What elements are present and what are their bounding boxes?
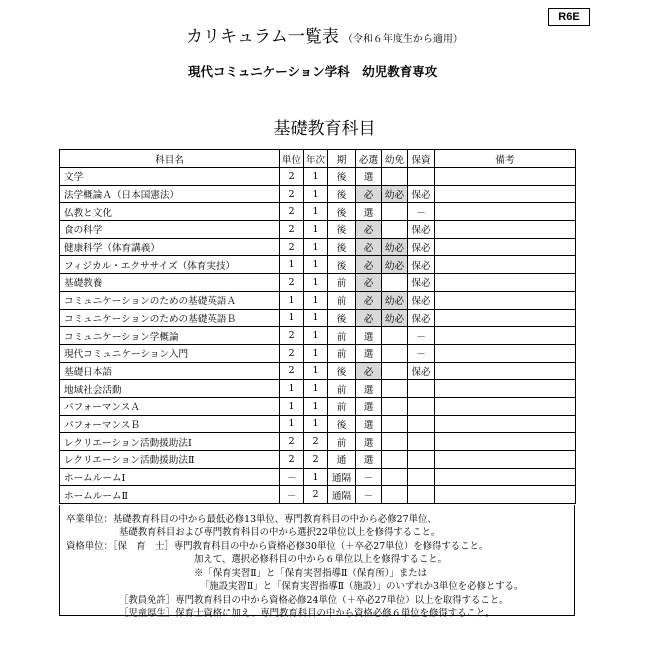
cell-remarks bbox=[435, 221, 576, 239]
cell-nursery-qualification: 保必 bbox=[408, 362, 435, 380]
table-row bbox=[60, 327, 576, 345]
table-row bbox=[60, 380, 576, 398]
table-row bbox=[60, 168, 576, 186]
cell-year: 1 bbox=[304, 327, 328, 345]
table-row bbox=[60, 309, 576, 327]
cell-subject-name: 健康科学（体育講義） bbox=[60, 238, 280, 256]
cell-units: 1 bbox=[280, 380, 304, 398]
column-header-remarks: 備考 bbox=[435, 150, 576, 168]
cell-kindergarten-license bbox=[382, 203, 408, 221]
cell-units: 1 bbox=[280, 291, 304, 309]
cell-remarks bbox=[435, 309, 576, 327]
cell-required: 選 bbox=[356, 344, 382, 362]
note-line: ［児童厚生］保育士資格に加え、専門教育科目の中から資格必修６単位を修得すること。 bbox=[119, 608, 495, 619]
cell-kindergarten-license bbox=[382, 327, 408, 345]
cell-year: 1 bbox=[304, 256, 328, 274]
note-line: ［教員免許］専門教育科目の中から資格必修24単位（＋卒必27単位）以上を取得すること。 bbox=[119, 595, 509, 606]
note-line: 「施設実習Ⅱ」と「保育実習指導Ⅱ（施設）」のいずれか3単位を必修とする。 bbox=[200, 581, 524, 592]
cell-required: － bbox=[356, 486, 382, 504]
cell-nursery-qualification bbox=[408, 433, 435, 451]
cell-units: 2 bbox=[280, 433, 304, 451]
cell-subject-name: 基礎教養 bbox=[60, 274, 280, 292]
curriculum-table bbox=[59, 149, 576, 504]
cell-kindergarten-license bbox=[382, 362, 408, 380]
cell-term: 後 bbox=[328, 362, 356, 380]
cell-required: 選 bbox=[356, 415, 382, 433]
section-heading: 基礎教育科目 bbox=[273, 119, 376, 139]
cell-subject-name: コミュニケーションのための基礎英語Ａ bbox=[60, 291, 280, 309]
table-row bbox=[60, 397, 576, 415]
cell-units: 2 bbox=[280, 185, 304, 203]
cell-term: 通 bbox=[328, 451, 356, 469]
cell-year: 1 bbox=[304, 380, 328, 398]
cell-subject-name: 現代コミュニケーション入門 bbox=[60, 344, 280, 362]
cell-year: 1 bbox=[304, 362, 328, 380]
cell-nursery-qualification: 保必 bbox=[408, 309, 435, 327]
cell-required: 必 bbox=[356, 274, 382, 292]
cell-subject-name: レクリエーション活動援助法Ⅰ bbox=[60, 433, 280, 451]
cell-kindergarten-license: 幼必 bbox=[382, 309, 408, 327]
cell-kindergarten-license bbox=[382, 344, 408, 362]
cell-nursery-qualification: 保必 bbox=[408, 221, 435, 239]
cell-remarks bbox=[435, 362, 576, 380]
department-subtitle: 現代コミュニケーション学科 幼児教育専攻 bbox=[188, 64, 438, 79]
cell-remarks bbox=[435, 291, 576, 309]
cell-year: 2 bbox=[304, 433, 328, 451]
table-row bbox=[60, 362, 576, 380]
cell-remarks bbox=[435, 344, 576, 362]
cell-kindergarten-license bbox=[382, 274, 408, 292]
cell-remarks bbox=[435, 415, 576, 433]
table-row bbox=[60, 238, 576, 256]
cell-subject-name: 文学 bbox=[60, 168, 280, 186]
cell-term: 後 bbox=[328, 221, 356, 239]
cell-remarks bbox=[435, 468, 576, 486]
cell-nursery-qualification: － bbox=[408, 327, 435, 345]
cell-nursery-qualification bbox=[408, 468, 435, 486]
cell-kindergarten-license: 幼必 bbox=[382, 238, 408, 256]
table-row bbox=[60, 256, 576, 274]
column-header-name: 科目名 bbox=[60, 150, 280, 168]
note-line: 加えて、選択必修科目の中から６単位以上を修得すること。 bbox=[194, 554, 447, 565]
cell-kindergarten-license bbox=[382, 168, 408, 186]
page-title bbox=[186, 22, 463, 47]
cell-term: 後 bbox=[328, 415, 356, 433]
cell-nursery-qualification: 保必 bbox=[408, 274, 435, 292]
cell-remarks bbox=[435, 168, 576, 186]
cell-units: 1 bbox=[280, 256, 304, 274]
cell-units: － bbox=[280, 486, 304, 504]
note-line: 基礎教育科目および専門教育科目の中から選択22単位以上を修得すること。 bbox=[119, 527, 441, 538]
requirements-notes bbox=[59, 505, 575, 619]
cell-remarks bbox=[435, 274, 576, 292]
cell-subject-name: 基礎日本語 bbox=[60, 362, 280, 380]
cell-year: 1 bbox=[304, 291, 328, 309]
cell-term: 前 bbox=[328, 327, 356, 345]
cell-kindergarten-license bbox=[382, 380, 408, 398]
column-header-year: 年次 bbox=[304, 150, 328, 168]
cell-remarks bbox=[435, 185, 576, 203]
cell-units: 1 bbox=[280, 397, 304, 415]
cell-year: 1 bbox=[304, 415, 328, 433]
cell-year: 1 bbox=[304, 309, 328, 327]
cell-nursery-qualification bbox=[408, 415, 435, 433]
cell-year: 2 bbox=[304, 451, 328, 469]
cell-nursery-qualification: 保必 bbox=[408, 238, 435, 256]
cell-nursery-qualification bbox=[408, 380, 435, 398]
cell-kindergarten-license bbox=[382, 486, 408, 504]
cell-remarks bbox=[435, 433, 576, 451]
cell-term: 後 bbox=[328, 256, 356, 274]
cell-term: 通隔 bbox=[328, 468, 356, 486]
cell-nursery-qualification: 保必 bbox=[408, 291, 435, 309]
table-row bbox=[60, 221, 576, 239]
cell-term: 前 bbox=[328, 291, 356, 309]
title-text: カリキュラム一覧表 bbox=[186, 27, 339, 47]
table-row bbox=[60, 486, 576, 504]
cell-nursery-qualification bbox=[408, 397, 435, 415]
cell-required: 必 bbox=[356, 291, 382, 309]
cell-kindergarten-license bbox=[382, 415, 408, 433]
column-header-term: 期 bbox=[328, 150, 356, 168]
table-row bbox=[60, 185, 576, 203]
note-line: ※「保育実習Ⅱ」と「保育実習指導Ⅱ（保育所）」または bbox=[194, 568, 428, 579]
cell-nursery-qualification bbox=[408, 168, 435, 186]
cell-required: － bbox=[356, 468, 382, 486]
cell-kindergarten-license bbox=[382, 397, 408, 415]
cell-year: 2 bbox=[304, 486, 328, 504]
cell-year: 1 bbox=[304, 468, 328, 486]
cell-remarks bbox=[435, 486, 576, 504]
cell-subject-name: パフォーマンスＡ bbox=[60, 397, 280, 415]
column-header-kindergarten: 幼免 bbox=[382, 150, 408, 168]
cell-term: 前 bbox=[328, 344, 356, 362]
cell-required: 選 bbox=[356, 203, 382, 221]
cell-remarks bbox=[435, 327, 576, 345]
column-header-required: 必選 bbox=[356, 150, 382, 168]
cell-units: 2 bbox=[280, 344, 304, 362]
cell-subject-name: 仏教と文化 bbox=[60, 203, 280, 221]
cell-kindergarten-license bbox=[382, 468, 408, 486]
cell-nursery-qualification: － bbox=[408, 203, 435, 221]
cell-year: 1 bbox=[304, 221, 328, 239]
table-row bbox=[60, 415, 576, 433]
cell-term: 通隔 bbox=[328, 486, 356, 504]
cell-units: 2 bbox=[280, 274, 304, 292]
cell-required: 必 bbox=[356, 185, 382, 203]
cell-units: 2 bbox=[280, 221, 304, 239]
cell-required: 必 bbox=[356, 309, 382, 327]
cell-subject-name: コミュニケーションのための基礎英語Ｂ bbox=[60, 309, 280, 327]
cell-subject-name: パフォーマンスＢ bbox=[60, 415, 280, 433]
cell-year: 1 bbox=[304, 397, 328, 415]
cell-units: 1 bbox=[280, 415, 304, 433]
table-header-row bbox=[60, 150, 576, 168]
cell-term: 前 bbox=[328, 397, 356, 415]
cell-nursery-qualification: 保必 bbox=[408, 256, 435, 274]
cell-kindergarten-license bbox=[382, 451, 408, 469]
table-row bbox=[60, 274, 576, 292]
cell-subject-name: フィジカル・エクササイズ（体育実技） bbox=[60, 256, 280, 274]
cell-required: 選 bbox=[356, 433, 382, 451]
cell-required: 選 bbox=[356, 451, 382, 469]
cell-subject-name: レクリエーション活動援助法Ⅱ bbox=[60, 451, 280, 469]
cell-required: 必 bbox=[356, 362, 382, 380]
cell-year: 1 bbox=[304, 238, 328, 256]
cell-units: 2 bbox=[280, 168, 304, 186]
cell-remarks bbox=[435, 203, 576, 221]
cell-kindergarten-license: 幼必 bbox=[382, 256, 408, 274]
cell-units: 2 bbox=[280, 327, 304, 345]
cell-required: 必 bbox=[356, 238, 382, 256]
cell-term: 前 bbox=[328, 274, 356, 292]
cell-units: － bbox=[280, 468, 304, 486]
table-row bbox=[60, 291, 576, 309]
cell-kindergarten-license bbox=[382, 433, 408, 451]
cell-year: 1 bbox=[304, 203, 328, 221]
cell-required: 選 bbox=[356, 168, 382, 186]
cell-remarks bbox=[435, 380, 576, 398]
cell-year: 1 bbox=[304, 168, 328, 186]
cell-remarks bbox=[435, 397, 576, 415]
cell-nursery-qualification bbox=[408, 451, 435, 469]
cell-term: 後 bbox=[328, 168, 356, 186]
table-row bbox=[60, 451, 576, 469]
cell-required: 選 bbox=[356, 327, 382, 345]
cell-remarks bbox=[435, 256, 576, 274]
table-row bbox=[60, 344, 576, 362]
cell-subject-name: コミュニケーション学概論 bbox=[60, 327, 280, 345]
cell-kindergarten-license: 幼必 bbox=[382, 185, 408, 203]
cell-nursery-qualification bbox=[408, 486, 435, 504]
cell-required: 選 bbox=[356, 397, 382, 415]
cell-kindergarten-license bbox=[382, 221, 408, 239]
column-header-nursery: 保資 bbox=[408, 150, 435, 168]
cell-term: 前 bbox=[328, 380, 356, 398]
cell-nursery-qualification: 保必 bbox=[408, 185, 435, 203]
title-note: （令和６年度生から適用） bbox=[342, 34, 463, 45]
table-row bbox=[60, 468, 576, 486]
note-line: 資格単位：［保 育 士］専門教育科目の中から資格必修30単位（＋卒必27単位）を修得すること。 bbox=[66, 541, 489, 552]
cell-required: 選 bbox=[356, 380, 382, 398]
column-header-units: 単位 bbox=[280, 150, 304, 168]
cell-year: 1 bbox=[304, 274, 328, 292]
cell-required: 必 bbox=[356, 221, 382, 239]
document-code: R6E bbox=[548, 8, 590, 26]
table-row bbox=[60, 203, 576, 221]
note-line: 卒業単位：基礎教育科目の中から最低必修13単位、専門教育科目の中から必修27単位、 bbox=[66, 514, 437, 525]
cell-nursery-qualification: － bbox=[408, 344, 435, 362]
cell-term: 前 bbox=[328, 433, 356, 451]
cell-subject-name: 地域社会活動 bbox=[60, 380, 280, 398]
cell-subject-name: 食の科学 bbox=[60, 221, 280, 239]
cell-term: 後 bbox=[328, 238, 356, 256]
cell-term: 後 bbox=[328, 309, 356, 327]
cell-units: 2 bbox=[280, 238, 304, 256]
cell-kindergarten-license: 幼必 bbox=[382, 291, 408, 309]
cell-subject-name: 法学概論Ａ（日本国憲法） bbox=[60, 185, 280, 203]
cell-units: 1 bbox=[280, 309, 304, 327]
cell-term: 後 bbox=[328, 185, 356, 203]
cell-remarks bbox=[435, 451, 576, 469]
cell-year: 1 bbox=[304, 185, 328, 203]
cell-required: 必 bbox=[356, 256, 382, 274]
cell-units: 2 bbox=[280, 203, 304, 221]
table-row bbox=[60, 433, 576, 451]
cell-term: 後 bbox=[328, 203, 356, 221]
cell-units: 2 bbox=[280, 362, 304, 380]
cell-subject-name: ホームルームⅠ bbox=[60, 468, 280, 486]
cell-remarks bbox=[435, 238, 576, 256]
cell-units: 2 bbox=[280, 451, 304, 469]
cell-year: 1 bbox=[304, 344, 328, 362]
cell-subject-name: ホームルームⅡ bbox=[60, 486, 280, 504]
